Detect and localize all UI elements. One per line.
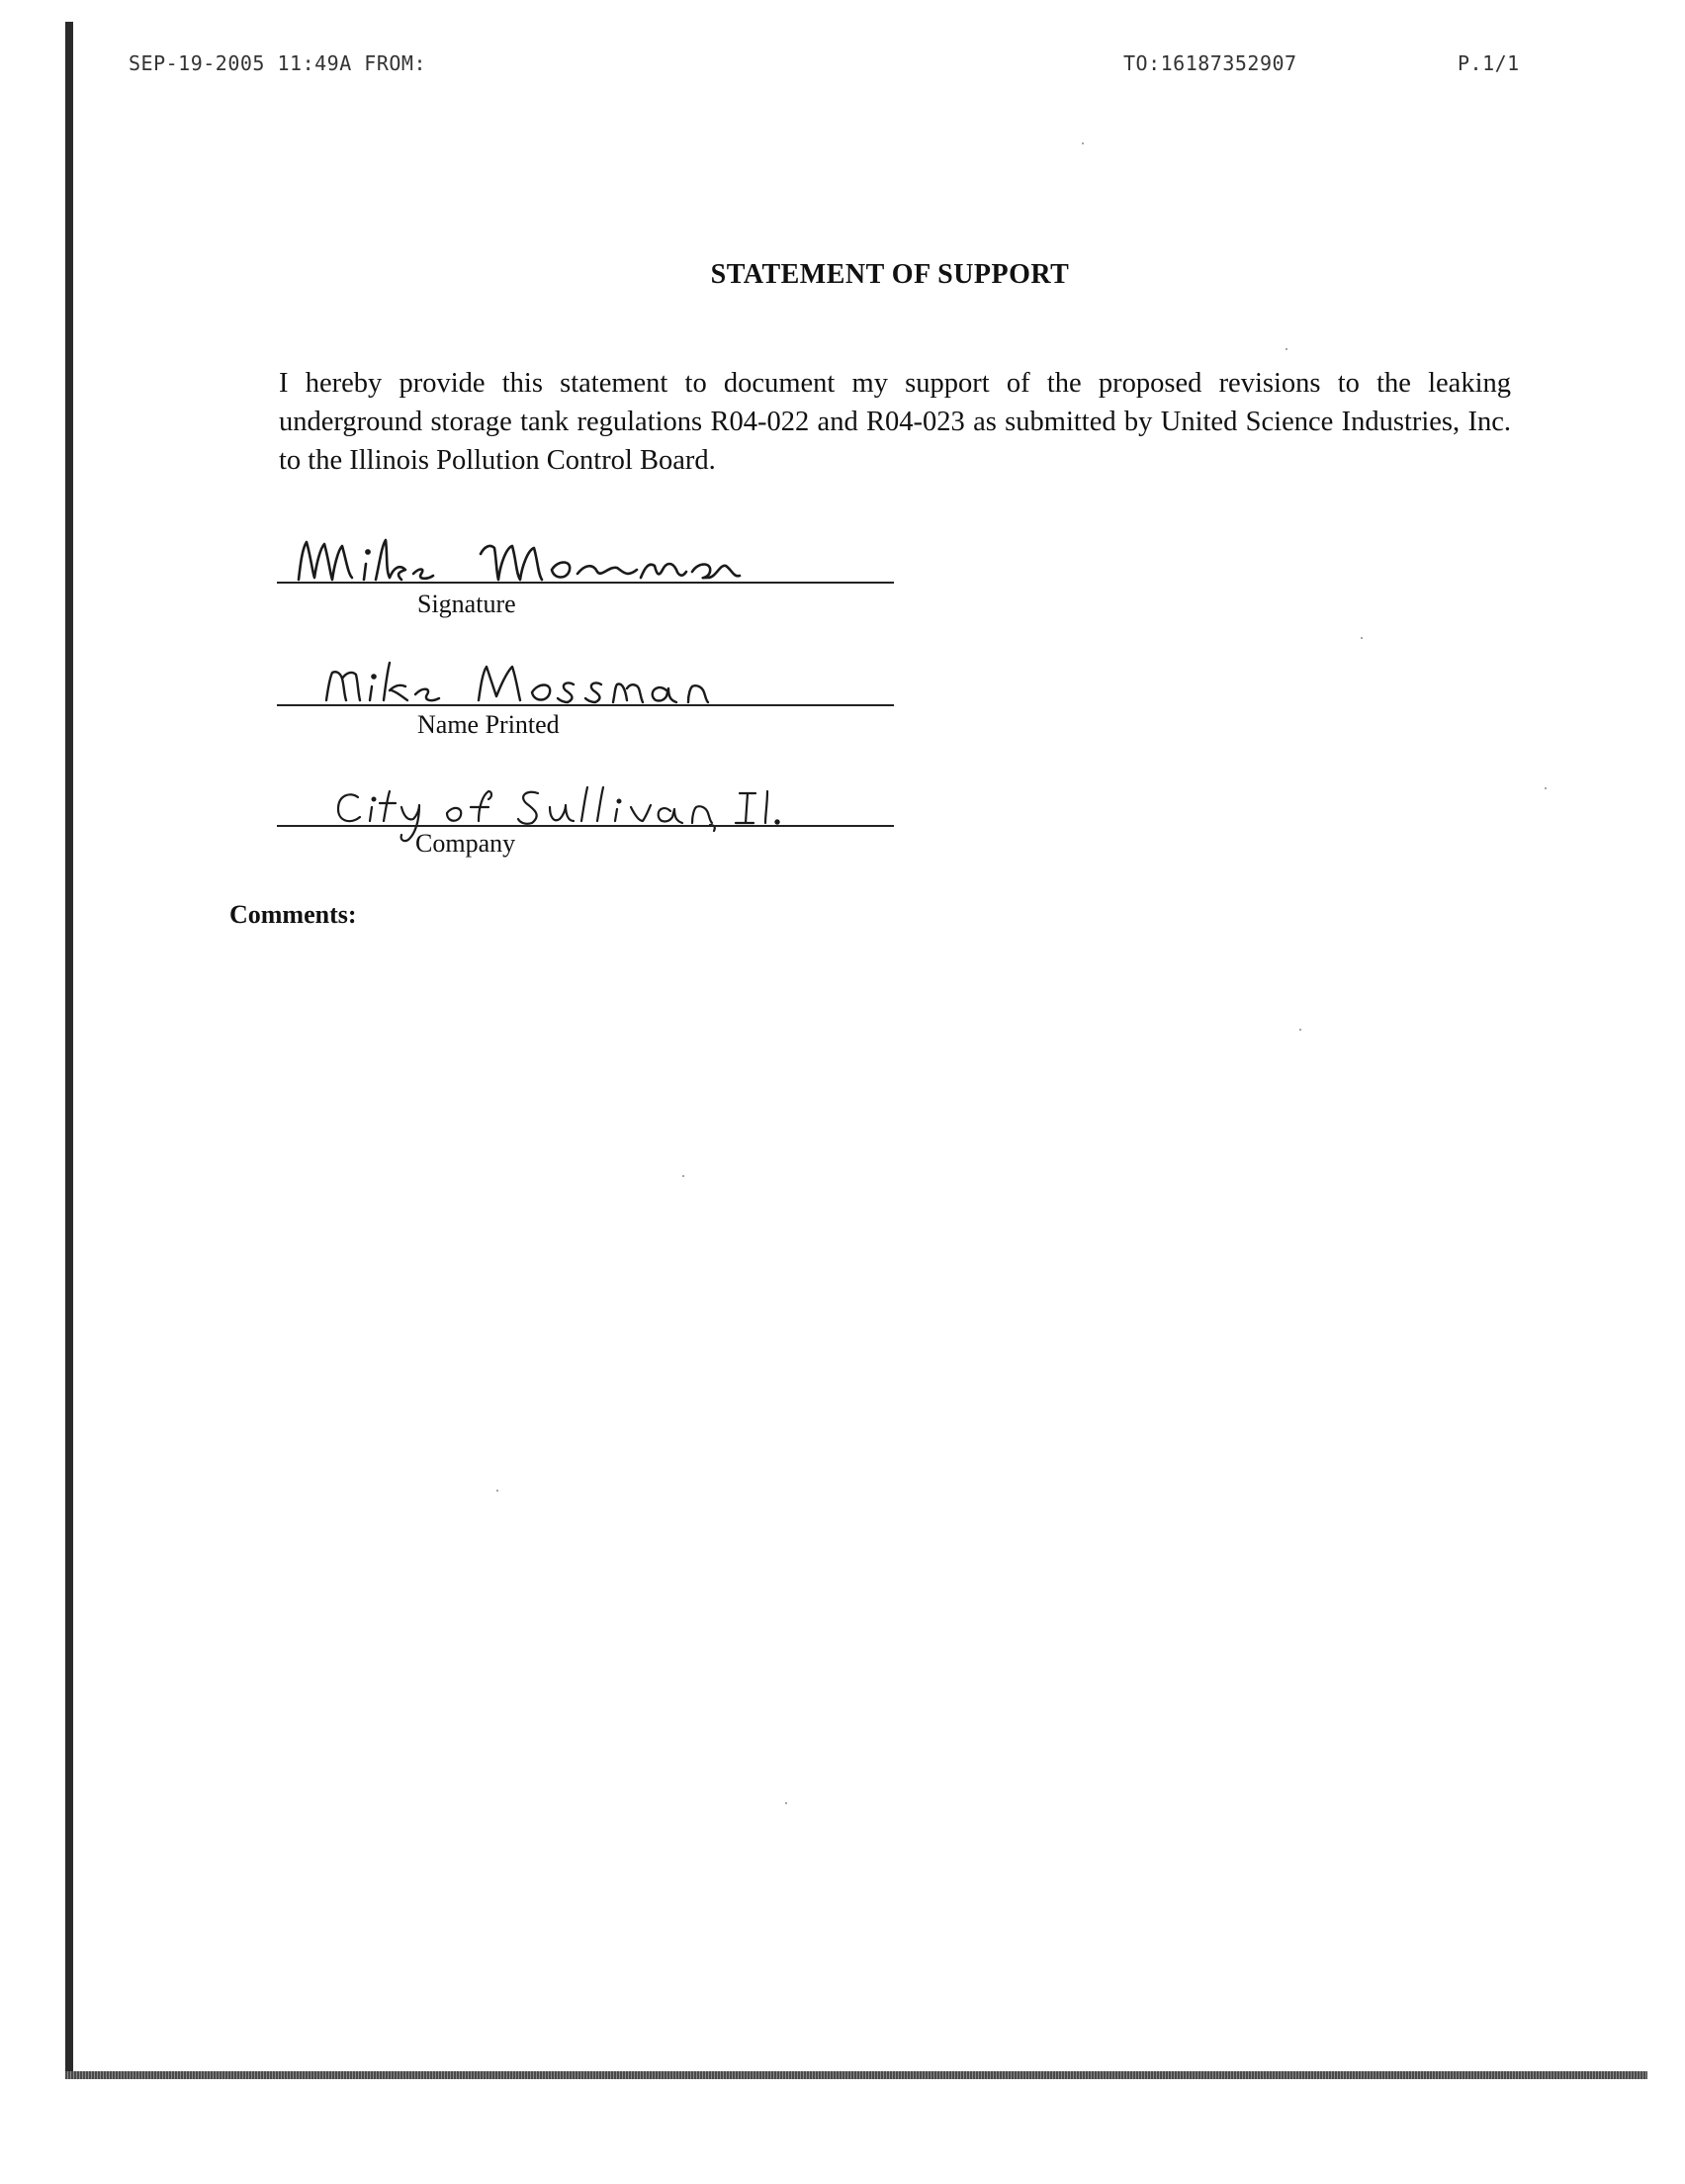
company-line: [277, 825, 894, 827]
fax-header-to: TO:16187352907: [1123, 51, 1297, 75]
fax-header-page: P.1/1: [1458, 51, 1520, 75]
signature-line: [277, 582, 894, 584]
scan-speck: [682, 1175, 684, 1177]
signature-label: Signature: [417, 590, 516, 618]
statement-body: I hereby provide this statement to document my support of the proposed revisions to the leaking underground storage tank regulations R04-022 and R04-023 as submitted by United Science Industries, Inc. to the Illinois Pollution Control Board.: [279, 368, 1511, 476]
company-label: Company: [415, 829, 516, 858]
name-printed-label: Name Printed: [417, 710, 560, 739]
company-handwriting: [330, 777, 795, 847]
scan-speck: [1299, 1029, 1301, 1031]
scan-bottom-border: [65, 2071, 1647, 2079]
scan-speck: [1082, 142, 1084, 144]
scan-speck: [1545, 787, 1547, 789]
document-title: STATEMENT OF SUPPORT: [710, 259, 1070, 290]
scan-left-border: [65, 22, 73, 2079]
name-printed-line: [277, 704, 894, 706]
scan-speck: [1361, 637, 1363, 639]
fax-header-date-from: SEP-19-2005 11:49A FROM:: [129, 51, 426, 75]
scan-speck: [1286, 348, 1287, 350]
comments-label: Comments:: [229, 900, 357, 929]
scan-speck: [785, 1802, 787, 1804]
scan-speck: [496, 1490, 498, 1492]
